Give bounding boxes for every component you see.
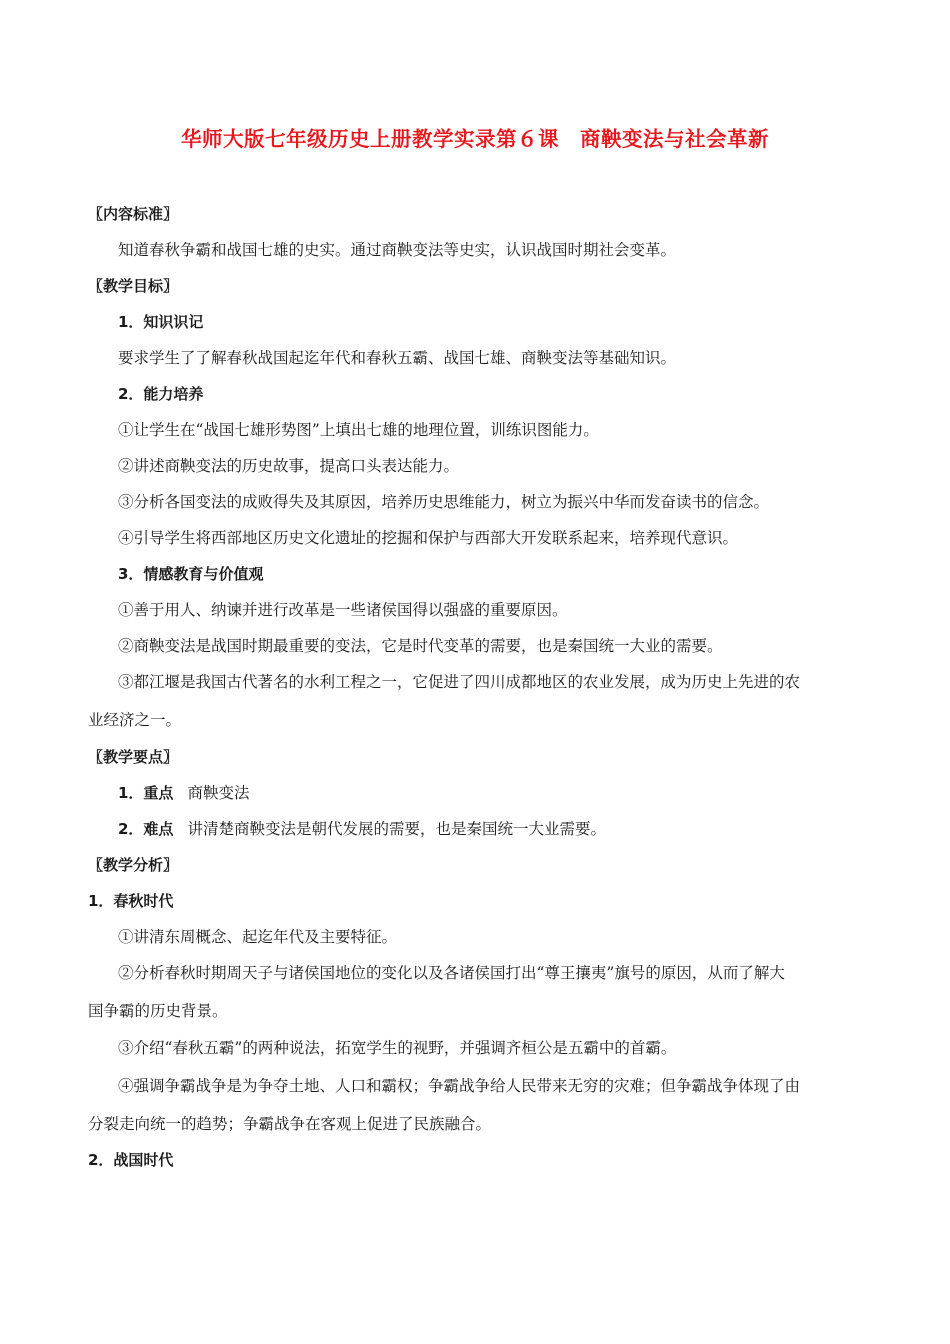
content-standard-heading: 〖内容标准〗 xyxy=(88,205,179,223)
focus-text: 商鞅变法 xyxy=(187,784,250,802)
knowledge-text: 要求学生了了解春秋战国起迄年代和春秋五霸、战国七雄、商鞅变法等基础知识。 xyxy=(118,349,677,367)
spring-autumn-heading: 1．春秋时代 xyxy=(88,892,174,910)
analysis-item: ①讲清东周概念、起迄年代及主要特征。 xyxy=(118,928,398,946)
ability-item: ④引导学生将西部地区历史文化遗址的挖掘和保护与西部大开发联系起来，培养现代意识。 xyxy=(118,529,739,547)
ability-item: ③分析各国变法的成败得失及其原因，培养历史思维能力，树立为振兴中华而发奋读书的信念。 xyxy=(118,493,770,511)
ability-heading: 2．能力培养 xyxy=(118,385,204,403)
analysis-item: ③介绍“春秋五霸”的两种说法，拓宽学生的视野，并强调齐桓公是五霸中的首霸。 xyxy=(118,1039,677,1057)
difficulty-row xyxy=(118,818,606,840)
emotion-item-continuation: 业经济之一。 xyxy=(88,711,182,729)
emotion-heading: 3．情感教育与价值观 xyxy=(118,565,264,583)
knowledge-heading: 1．知识识记 xyxy=(118,313,204,331)
analysis-item: ④强调争霸战争是为争夺土地、人口和霸权；争霸战争给人民带来无穷的灾难；但争霸战争体现了由 xyxy=(118,1077,801,1095)
document-title: 华师大版七年级历史上册教学实录第６课 商鞅变法与社会革新 xyxy=(181,127,769,151)
difficulty-label: 2．难点 xyxy=(118,820,174,838)
analysis-item: ②分析春秋时期周天子与诸侯国地位的变化以及各诸侯国打出“尊王攘夷”旗号的原因，从而了解大 xyxy=(118,964,785,982)
analysis-heading: 〖教学分析〗 xyxy=(88,856,179,874)
analysis-item-continuation: 分裂走向统一的趋势；争霸战争在客观上促进了民族融合。 xyxy=(88,1115,492,1133)
emotion-item: ①善于用人、纳谏并进行改革是一些诸侯国得以强盛的重要原因。 xyxy=(118,601,568,619)
ability-item: ①让学生在“战国七雄形势图”上填出七雄的地理位置，训练识图能力。 xyxy=(118,421,599,439)
focus-row xyxy=(118,782,249,804)
focus-label: 1．重点 xyxy=(118,784,174,802)
key-points-heading: 〖教学要点〗 xyxy=(88,748,179,766)
objectives-heading: 〖教学目标〗 xyxy=(88,277,179,295)
warring-states-heading: 2．战国时代 xyxy=(88,1151,174,1169)
analysis-item-continuation: 国争霸的历史背景。 xyxy=(88,1002,228,1020)
ability-item: ②讲述商鞅变法的历史故事，提高口头表达能力。 xyxy=(118,457,460,475)
difficulty-text: 讲清楚商鞅变法是朝代发展的需要，也是秦国统一大业需要。 xyxy=(187,820,606,838)
content-standard-text: 知道春秋争霸和战国七雄的史实。通过商鞅变法等史实，认识战国时期社会变革。 xyxy=(118,241,677,259)
emotion-item: ③都江堰是我国古代著名的水利工程之一，它促进了四川成都地区的农业发展，成为历史上先进的农 xyxy=(118,673,801,691)
emotion-item: ②商鞅变法是战国时期最重要的变法，它是时代变革的需要，也是秦国统一大业的需要。 xyxy=(118,637,723,655)
